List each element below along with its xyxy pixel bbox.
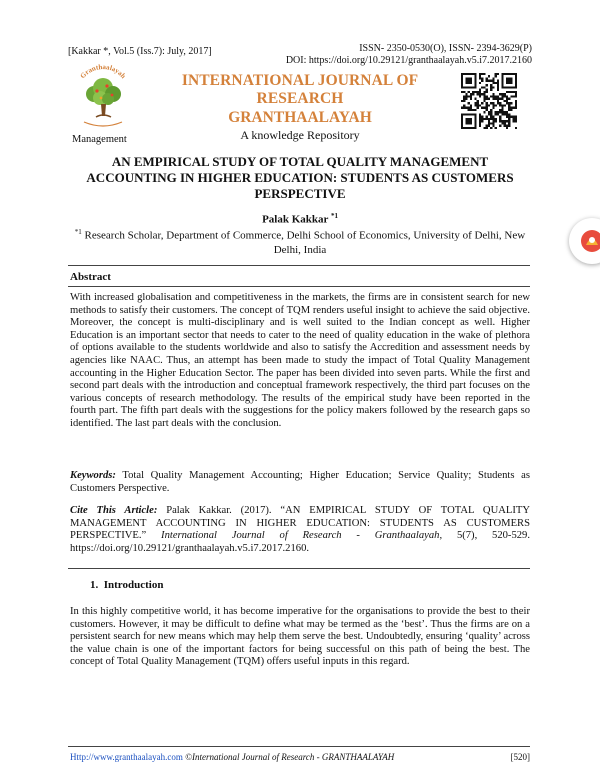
reader-app-icon <box>569 218 600 264</box>
keywords-text: Total Quality Management Accounting; Higher Education; Service Quality; Students as Customers Perspective. <box>70 470 530 494</box>
keywords <box>70 470 530 495</box>
header-citation: [Kakkar *, Vol.5 (Iss.7): July, 2017] <box>68 46 212 57</box>
header-issn: ISSN- 2350-0530(O), ISSN- 2394-3629(P) <box>359 43 532 54</box>
abstract-heading-rule <box>68 286 530 287</box>
cite-text-after: 5(7), 520-529. https://doi.org/10.29121/granthaalayah.v5.i7.2017.2160. <box>70 530 530 554</box>
abstract-text: With increased globalisation and competitiveness in the markets, the firms are in consistent search for new methods to satisfy their customers. The concept of TQM renders useful insight to achieve the said objective. Moreover, the concept is multi-disciplinary and is well suited to the Indian concept as well. Higher Education is an important sector that needs to cater to the need of quality education in the wake of plethora of options available to the students worldwide and also to satisfy the Accredition and assessment needs by agencies like NAAC. Thus, an attempt has been made to study the impact of Total Quality Management accounting in the Higher Education Sector. The paper has been divided into seven parts. While the first and second part deals with the introduction and conceptual framework respectively, the third part focuses on the various concepts of research methodology. The results of the empirical study have been reported in the fourth part. The fifth part deals with the suggestions for the policy makers followed by the research gaps so identified. The last part deals with the conclusion. <box>70 292 530 429</box>
footer-url-link[interactable]: Http://www.granthaalayah.com <box>70 752 183 762</box>
introduction-text: In this highly competitive world, it has become imperative for the organisations to provide the best to their customers. However, it may be difficult to define what may be termed as the ‘best’. Thus the firms are on a persistent search for new means which may help them serve the best. Undoubtedly, ensuring ‘quality’ across the value chain is one of the important factors for being successful on this path of being the best. The concept of Total Quality Management (TQM) offers useful inputs in this regard. <box>70 606 530 668</box>
affiliation-text: Research Scholar, Department of Commerce, Delhi School of Economics, University of Delhi, New Delhi, India <box>84 229 526 256</box>
affiliation <box>70 225 530 257</box>
footer-left <box>70 752 394 762</box>
cite-this-article <box>70 505 530 555</box>
cite-bottom-rule <box>68 568 530 569</box>
header-doi: DOI: https://doi.org/10.29121/granthaalayah.v5.i7.2017.2160 <box>285 55 532 66</box>
journal-name-line2: GRANTHAALAYAH <box>228 109 372 126</box>
subject-label: Management <box>72 134 127 145</box>
cite-label: Cite This Article: <box>70 505 158 516</box>
cite-journal: International Journal of Research - Granthaalayah, <box>161 530 443 542</box>
author-line <box>70 212 530 226</box>
logo-text: Granthaalayah <box>78 64 128 81</box>
journal-tagline: A knowledge Repository <box>240 128 360 142</box>
svg-text:Granthaalayah <box>79 64 128 80</box>
cite-text-before: Palak Kakkar. (2017). “AN EMPIRICAL STUDY OF TOTAL QUALITY MANAGEMENT ACCOUNTING IN HIGHER EDUCATION: STUDENTS AS CUSTOMERS PERSPECTIVE.” <box>70 505 530 542</box>
paper-title: AN EMPIRICAL STUDY OF TOTAL QUALITY MANAGEMENT ACCOUNTING IN HIGHER EDUCATION: STUDENTS AS CUSTOMERS PERSPECTIVE <box>86 154 514 201</box>
journal-masthead <box>150 72 450 143</box>
qr-code-icon <box>461 73 517 129</box>
footer-rule <box>68 746 530 747</box>
affiliation-mark: *1 <box>74 228 82 236</box>
tree-logo-icon <box>70 64 136 130</box>
footer-copyright: ©International Journal of Research - GRANTHAALAYAH <box>182 752 395 762</box>
abstract-top-rule <box>68 265 530 266</box>
header-ids <box>286 43 532 67</box>
reader-app-button[interactable] <box>569 218 600 264</box>
author-mark: *1 <box>330 212 338 220</box>
keywords-label: Keywords: <box>70 470 116 481</box>
page-number: [520] <box>510 752 530 762</box>
journal-name-line1: INTERNATIONAL JOURNAL OF RESEARCH <box>181 72 419 107</box>
author-name: Palak Kakkar <box>262 213 329 226</box>
abstract-heading: Abstract <box>70 271 111 283</box>
introduction-heading: 1. Introduction <box>90 579 164 591</box>
